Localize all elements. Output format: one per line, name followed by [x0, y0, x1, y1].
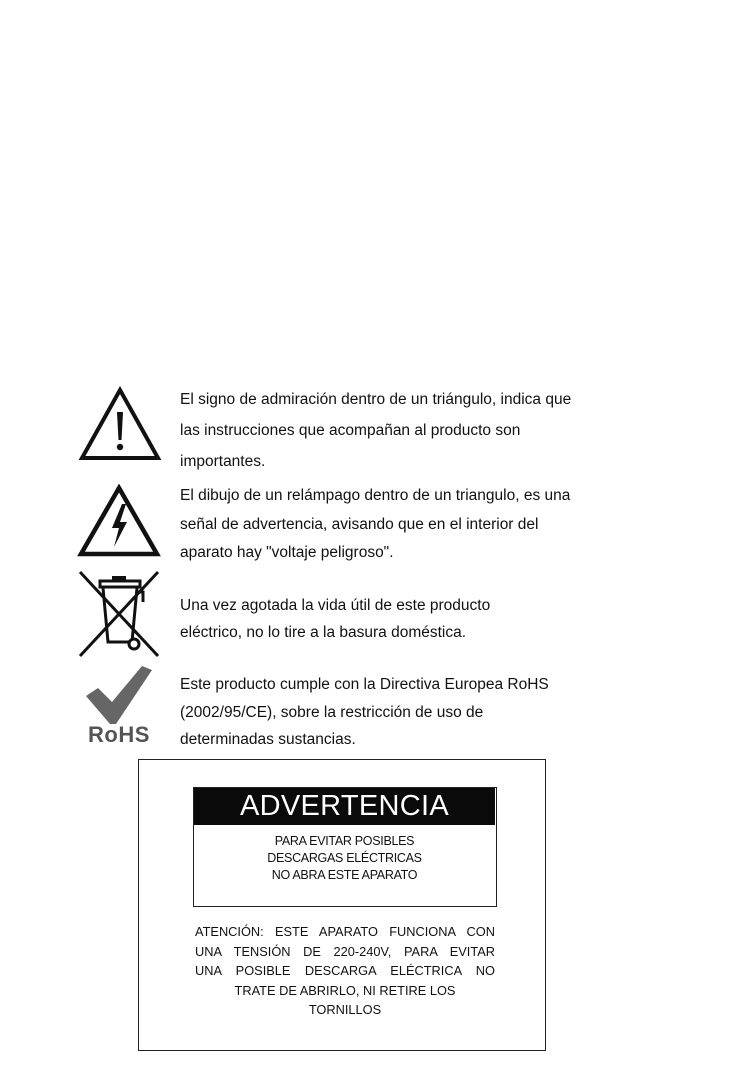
warning-line: PARA EVITAR POSIBLES [274, 834, 415, 848]
text-line: determinadas sustancias. [180, 731, 356, 748]
symbol-text-bin [180, 592, 650, 646]
lightning-triangle-icon [77, 484, 161, 558]
exclamation-triangle-icon [78, 386, 162, 462]
crossed-bin-icon [76, 570, 162, 658]
text-line: las instrucciones que acompañan al producto son [180, 422, 521, 439]
rohs-check-icon [84, 664, 154, 726]
attention-line: UNA POSIBLE DESCARGA ELÉCTRICA NO [195, 963, 495, 978]
symbol-text-admiration [180, 384, 650, 477]
text-line: El dibujo de un relámpago dentro de un triangulo, es una [180, 487, 571, 504]
warning-line: NO ABRA ESTE APARATO [271, 868, 418, 882]
attention-line: ATENCIÓN: ESTE APARATO FUNCIONA CON [195, 924, 495, 939]
warning-title: ADVERTENCIA [194, 788, 495, 825]
rohs-logo-text: RoHS [88, 722, 150, 747]
attention-line: TORNILLOS [308, 1002, 382, 1017]
text-line: señal de advertencia, avisando que en el interior del [180, 515, 539, 533]
attention-line: TRATE DE ABRIRLO, NI RETIRE LOS [234, 982, 456, 998]
warning-line: DESCARGAS ELÉCTRICAS [267, 851, 422, 865]
warning-lines [194, 833, 495, 884]
attention-line: UNA TENSIÓN DE 220-240V, PARA EVITAR [195, 943, 495, 959]
text-line: aparato hay "voltaje peligroso". [180, 544, 394, 561]
text-line: El signo de admiración dentro de un triángulo, indica que [180, 391, 572, 408]
text-line: importantes. [180, 453, 266, 470]
text-line: eléctrico, no lo tire a la basura doméstica. [180, 624, 467, 641]
symbol-text-rohs [180, 671, 650, 754]
text-line: Este producto cumple con la Directiva Europea RoHS [180, 676, 549, 693]
warning-box [193, 787, 497, 907]
symbol-text-lightning [180, 482, 650, 568]
text-line: (2002/95/CE), sobre la restricción de uso de [180, 703, 484, 721]
text-line: Una vez agotada la vida útil de este producto [180, 597, 491, 614]
attention-notice [195, 922, 495, 1020]
